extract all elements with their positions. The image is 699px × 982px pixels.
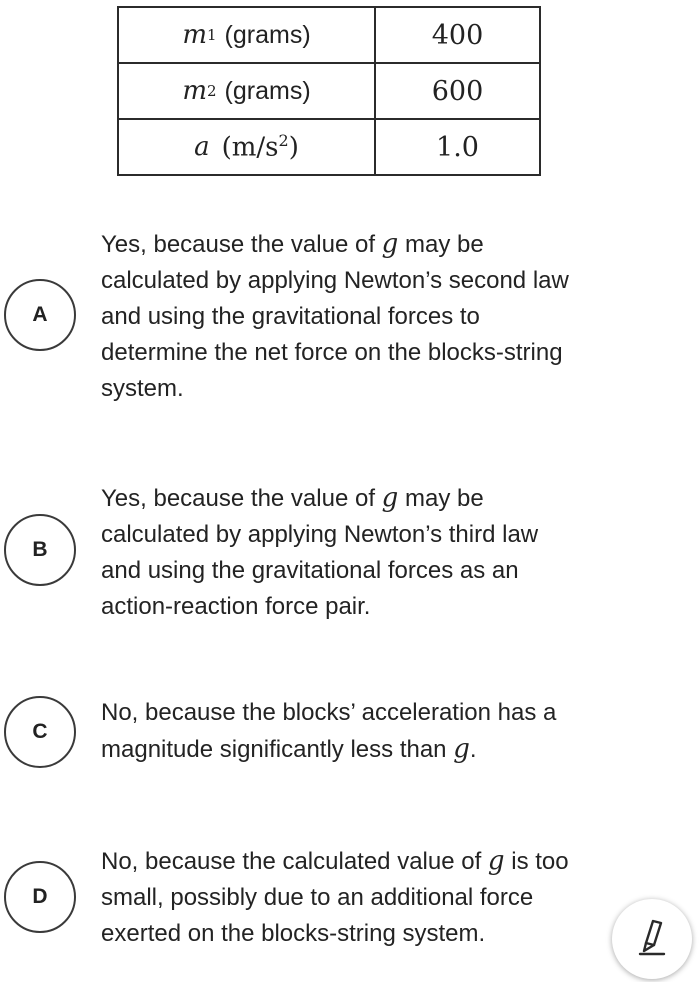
g-variable: g [381,483,399,513]
option-line: action-reaction force pair. [101,593,371,620]
answer-option-c[interactable] [0,695,699,775]
option-a-button[interactable] [4,279,76,351]
option-line: determine the net force on the blocks-string [101,339,563,366]
option-c-text[interactable] [101,695,681,768]
annotate-button[interactable] [612,899,692,979]
table-label-cell [119,120,376,174]
line-text: Yes, because the value of [101,231,382,258]
variable-symbol: a [194,132,210,162]
unit-exponent: 2 [278,131,289,151]
answer-option-b[interactable] [0,480,699,630]
option-b-button[interactable] [4,514,76,586]
option-line: calculated by applying Newton’s second law [101,267,569,294]
option-line [101,731,681,768]
table-row [119,64,539,120]
g-variable: g [453,734,470,764]
option-letter: D [32,885,48,908]
option-line: small, possibly due to an additional force [101,884,534,911]
line-text: Yes, because the value of [101,485,382,512]
line-text: may be [398,485,484,512]
table-label-cell [119,64,376,118]
variable-subscript: 2 [207,82,217,100]
table-value-cell: 400 [431,19,484,51]
option-d-text[interactable] [101,843,681,952]
option-line: exerted on the blocks-string system. [101,920,486,947]
table-value-cell: 1.0 [436,131,479,163]
option-letter: A [32,303,48,326]
line-text: No, because the calculated value of [101,848,488,875]
unit-label [222,131,299,163]
option-a-text[interactable] [101,226,681,407]
unit-base: (m/s [221,132,279,163]
option-line: and using the gravitational forces as an [101,557,519,584]
option-d-button[interactable] [4,861,76,933]
pencil-icon [637,917,667,962]
answer-option-d[interactable] [0,843,699,958]
variable-symbol: m [182,76,207,106]
unit-label: (grams) [224,76,311,105]
unit-close: ) [288,132,299,163]
table-label-cell [119,8,376,62]
line-text: is too [504,848,569,875]
option-letter: B [32,538,48,561]
g-variable: g [487,846,505,876]
line-text: magnitude significantly less than [101,736,454,763]
answer-option-a[interactable] [0,226,699,416]
option-line: calculated by applying Newton’s third law [101,521,539,548]
option-letter: C [32,720,48,743]
unit-label: (grams) [224,20,311,49]
option-line [101,843,681,880]
table-value-cell: 600 [431,75,484,107]
option-line: and using the gravitational forces to [101,303,480,330]
option-line: system. [101,375,184,402]
option-c-button[interactable] [4,696,76,768]
line-text: may be [398,231,484,258]
line-text: . [469,736,477,763]
g-variable: g [381,229,399,259]
option-line [101,226,681,263]
option-line: No, because the blocks’ acceleration has a [101,699,557,726]
variable-subscript: 1 [207,26,217,44]
table-row [119,120,539,174]
option-b-text[interactable] [101,480,681,625]
option-line [101,480,681,517]
data-table [117,6,541,176]
table-row [119,8,539,64]
variable-symbol: m [182,20,207,50]
